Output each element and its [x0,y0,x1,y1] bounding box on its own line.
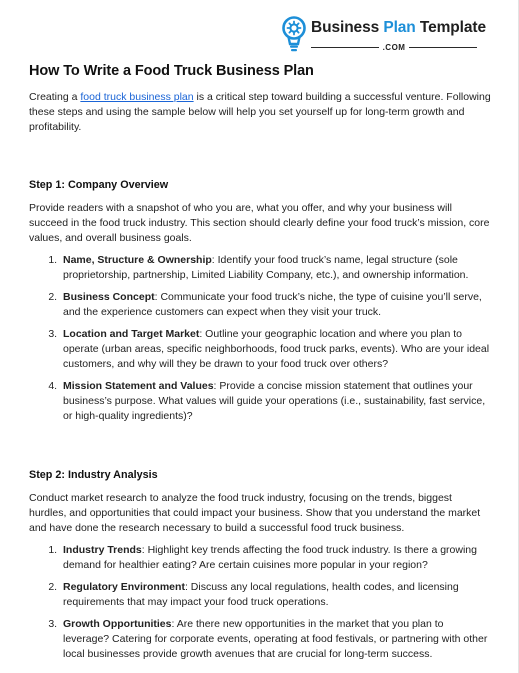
list-item [60,290,491,320]
page-title: How To Write a Food Truck Business Plan [29,63,314,79]
list-item [60,617,491,662]
item-label: Location and Target Market [63,328,200,340]
item-label: Industry Trends [63,544,142,556]
step-1-heading: Step 1: Company Overview [29,179,169,191]
logo-word-business: Business [311,19,384,36]
list-item [60,253,491,283]
item-text: : Communicate your food truck’s niche, the type of cuisine you’ll serve, and the experience customers can expect when they visit your truck. [63,291,482,318]
list-item [60,543,491,573]
step-1-list [29,253,491,424]
logo-word-template: Template [415,19,486,36]
logo-subline [311,41,477,53]
step-2-heading: Step 2: Industry Analysis [29,469,158,481]
list-item [60,580,491,610]
item-text: : Discuss any local regulations, health codes, and licensing requirements that may impact your food truck operations. [63,581,459,608]
list-item [60,379,491,424]
document-body [29,61,491,662]
item-text: : Outline your geographic location and where you plan to operate (urban areas, specific neighborhoods, food truck parks, events). Who are your ideal customers, and why will they be drawn to your food truck over others? [63,328,490,370]
step-2-list [29,543,491,662]
logo-rule-left [311,47,379,48]
item-text: : Identify your food truck’s name, legal structure (sole proprietorship, partnership, Limited Liability Company, etc.), and ownership information. [63,254,469,281]
step-1-description: Provide readers with a snapshot of who you are, what you offer, and why your business will succeed in the food truck industry. This section should clearly define your food truck’s mission, core values, and overall business goals. [29,202,490,244]
site-logo[interactable] [281,15,491,60]
food-truck-business-plan-link[interactable]: food truck business plan [80,91,194,103]
item-label: Mission Statement and Values [63,380,214,392]
logo-com: .COM [382,42,406,52]
step-2-description: Conduct market research to analyze the food truck industry, focusing on the trends, biggest hurdles, and opportunities that could impact your business. Show that you understand the market and have done the research necessary to build a successful food truck business. [29,492,481,534]
item-text: : Are there new opportunities in the market that you plan to leverage? Catering for corporate events, operating at food festivals, or partnering with other local businesses provide growth avenues that are crucial for long-term success. [63,618,488,660]
intro-after-link: is a critical step toward building a successful venture. Following these steps and using the sample below will help you set yourself up for long-term growth and profitability. [29,91,491,133]
logo-rule-right [409,47,477,48]
list-item [60,327,491,372]
item-text: : Highlight key trends affecting the food truck industry. Is there a growing demand for healthier eating? Are certain cuisines more popular in your region? [63,544,477,571]
item-label: Growth Opportunities [63,618,172,630]
logo-wordmark [311,19,486,37]
logo-word-plan: Plan [383,19,416,36]
item-text: : Provide a concise mission statement that outlines your business’s purpose. What values will guide your operations (i.e., sustainability, fast service, or high-quality ingredients)? [63,380,486,422]
item-label: Regulatory Environment [63,581,185,593]
item-label: Name, Structure & Ownership [63,254,212,266]
item-label: Business Concept [63,291,155,303]
intro-paragraph [29,90,491,135]
lightbulb-gear-icon [281,15,307,60]
intro-before-link: Creating a [29,91,81,103]
